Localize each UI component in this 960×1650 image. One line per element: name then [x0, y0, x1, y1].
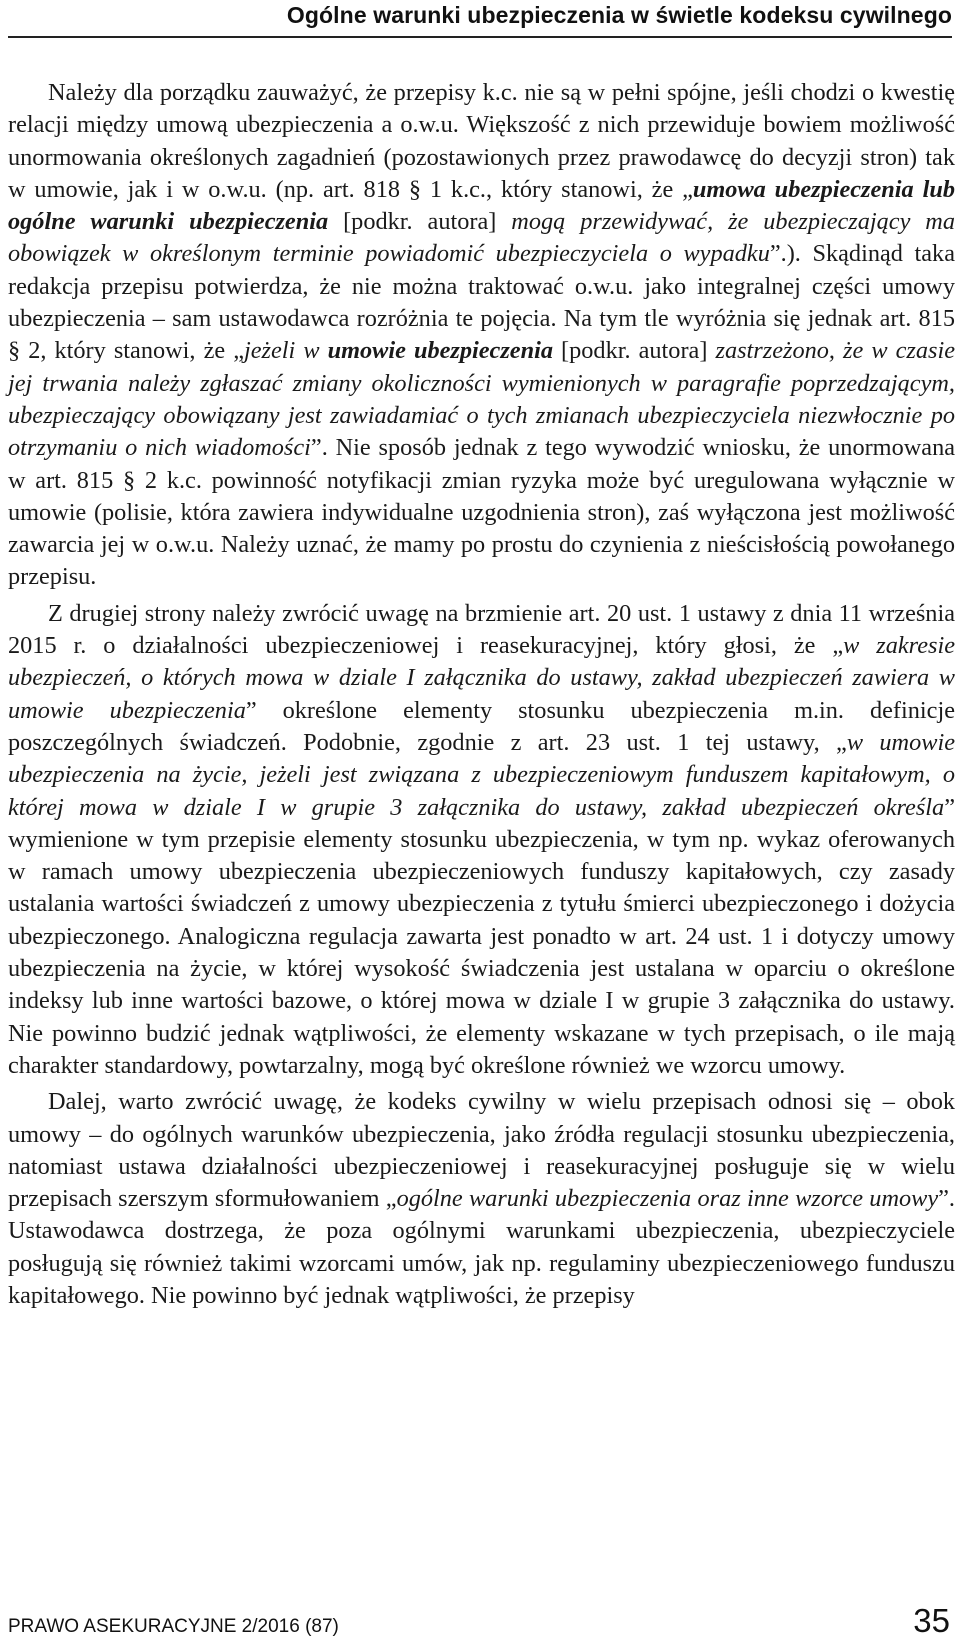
article-body: [8, 77, 955, 1312]
paragraph-2: Z drugiej strony należy zwrócić uwagę na brzmienie art. 20 ust. 1 ustawy z dnia 11 września 2015 r. o działalności ubezpieczeniowej i reasekuracyjnej, który głosi, że „w zakresie ubezpieczeń, o których mowa w dziale I załącznika do ustawy, zakład ubezpieczeń zawiera w umowie ubezpieczenia” określone elementy stosunku ubezpieczenia m.in. definicje poszczególnych świadczeń. Podobnie, zgodnie z art. 23 ust. 1 tej ustawy, „w umowie ubezpieczenia na życie, jeżeli jest związana z ubezpieczeniowym funduszem kapitałowym, o której mowa w dziale I w grupie 3 załącznika do ustawy, zakład ubezpieczeń określa” wymienione w tym przepisie elementy stosunku ubezpieczenia, w tym np. wykaz oferowanych w ramach umowy ubezpieczenia ubezpieczeniowych funduszy kapitałowych, czy zasady ustalania wartości świadczeń z umowy ubezpieczenia z tytułu śmierci ubezpieczonego i dożycia ubezpieczonego. Analogiczna regulacja zawarta jest ponadto w art. 24 ust. 1 i dotyczy umowy ubezpieczenia na życie, w której wysokość świadczenia jest ustalana w oparciu o określone indeksy lub inne wartości bazowe, o której mowa w dziale I w grupie 3 załącznika do ustawy. Nie powinno budzić jednak wątpliwości, że elementy wskazane w tych przepisach, o ile mają charakter standardowy, powtarzalny, mogą być określone również we wzorcu umowy.: [8, 599, 956, 1079]
page-footer: [0, 1602, 960, 1646]
paragraph-1: Należy dla porządku zauważyć, że przepisy k.c. nie są w pełni spójne, jeśli chodzi o kwestię relacji między umową ubezpieczenia a o.w.u. Większość z nich przewiduje bowiem możliwość unormowania określonych zagadnień (pozostawionych przez prawodawcę do decyzji stron) tak w umowie, jak i w o.w.u. (np. art. 818 § 1 k.c., który stanowi, że „umowa ubezpieczenia lub ogólne warunki ubezpieczenia [podkr. autora] mogą przewidywać, że ubezpieczający ma obowiązek w określonym terminie powiadomić ubezpieczyciela o wypadku”.). Skądinąd taka redakcja przepisu potwierdza, że nie można traktować o.w.u. jako integralnej części umowy ubezpieczenia – sam ustawodawca rozróżnia te pojęcia. Na tym tle wyróżnia się jednak art. 815 § 2, który stanowi, że „jeżeli w umowie ubezpieczenia [podkr. autora] zastrzeżono, że w czasie jej trwania należy zgłaszać zmiany okoliczności wymienionych w paragrafie poprzedzającym, ubezpieczający obowiązany jest zawiadamiać o tych zmianach ubezpieczyciela niezwłocznie po otrzymaniu o nich wiadomości”. Nie sposób jednak z tego wywodzić wniosku, że unormowana w art. 815 § 2 k.c. powinność notyfikacji zmian ryzyka może być uregulowana wyłącznie w umowie (polisie, która zawiera indywidualne uzgodnienia stron), zaś wyłączona jest możliwość zawarcia jej w o.w.u. Należy uznać, że mamy po prostu do czynienia z nieścisłością powołanego przepisu.: [8, 79, 955, 591]
running-header: [0, 0, 960, 46]
running-header-title: Ogólne warunki ubezpieczenia w świetle kodeksu cywilnego: [286, 2, 952, 28]
journal-name: PRAWO ASEKURACYJNE 2/2016 (87): [8, 1616, 339, 1637]
page-number: 35: [913, 1602, 950, 1639]
paragraph-3: Dalej, warto zwrócić uwagę, że kodeks cywilny w wielu przepisach odnosi się – obok umowy – do ogólnych warunków ubezpieczenia, jako źródła regulacji stosunku ubezpieczenia, natomiast ustawa działalności ubezpieczeniowej i reasekuracyjnej posługuje się w wielu przepisach szerszym sformułowaniem „ogólne warunki ubezpieczenia oraz inne wzorce umowy”. Ustawodawca dostrzega, że poza ogólnymi warunkami ubezpieczenia, ubezpieczyciele posługują się również takimi wzorcami umów, jak np. regulaminy ubezpieczeniowego funduszu kapitałowego. Nie powinno być jednak wątpliwości, że przepisy: [8, 1088, 955, 1309]
header-rule: [8, 36, 952, 38]
